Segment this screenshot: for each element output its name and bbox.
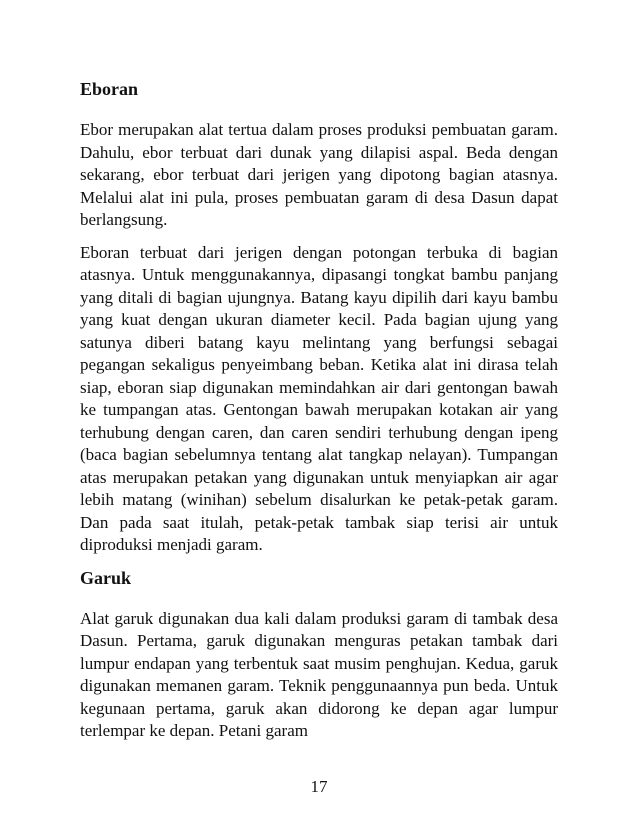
page-number: 17 — [310, 777, 328, 796]
paragraph-eboran-2: Eboran terbuat dari jerigen dengan potongan terbuka di bagian atasnya. Untuk menggunakannya, dipasangi tongkat bambu panjang yang ditali di bagian ujungnya. Batang kayu dipilih dari kayu bambu yang kuat dengan ukuran diameter kecil. Pada bagian ujung yang satunya diberi batang kayu melintang yang berfungsi sebagai pegangan sekaligus penyeimbang beban. Ketika alat ini dirasa telah siap, eboran siap digunakan memindahkan air dari gentongan bawah ke tumpangan atas. Gentongan bawah merupakan kotakan air yang terhubung dengan caren, dan caren sendiri terhubung dengan ipeng (baca bagian sebelumnya tentang alat tangkap nelayan). Tumpangan atas merupakan petakan yang digunakan untuk menyiapkan air agar lebih matang (winihan) sebelum disalurkan ke petak-petak garam. Dan pada saat itulah, petak-petak tambak siap terisi air untuk diproduksi menjadi garam. — [80, 242, 558, 554]
paragraph-eboran-1: Ebor merupakan alat tertua dalam proses produksi pembuatan garam. Dahulu, ebor terbuat dari dunak yang dilapisi aspal. Beda dengan sekarang, ebor terbuat dari jerigen yang dipotong bagian atasnya. Melalui alat ini pula, proses pembuatan garam di desa Dasun dapat berlangsung. — [80, 120, 558, 229]
paragraph-garuk-1: Alat garuk digunakan dua kali dalam produksi garam di tambak desa Dasun. Pertama, garuk digunakan menguras petakan tambak dari lumpur endapan yang terbentuk saat musim penghujan. Kedua, garuk digunakan memanen garam. Teknik penggunaannya pun beda. Untuk kegunaan pertama, garuk akan didorong ke depan agar lumpur terlempar ke depan. Petani garam — [80, 608, 558, 740]
page-content — [80, 78, 558, 743]
section-heading-eboran: Eboran — [80, 79, 139, 99]
section-heading-garuk: Garuk — [80, 567, 132, 588]
